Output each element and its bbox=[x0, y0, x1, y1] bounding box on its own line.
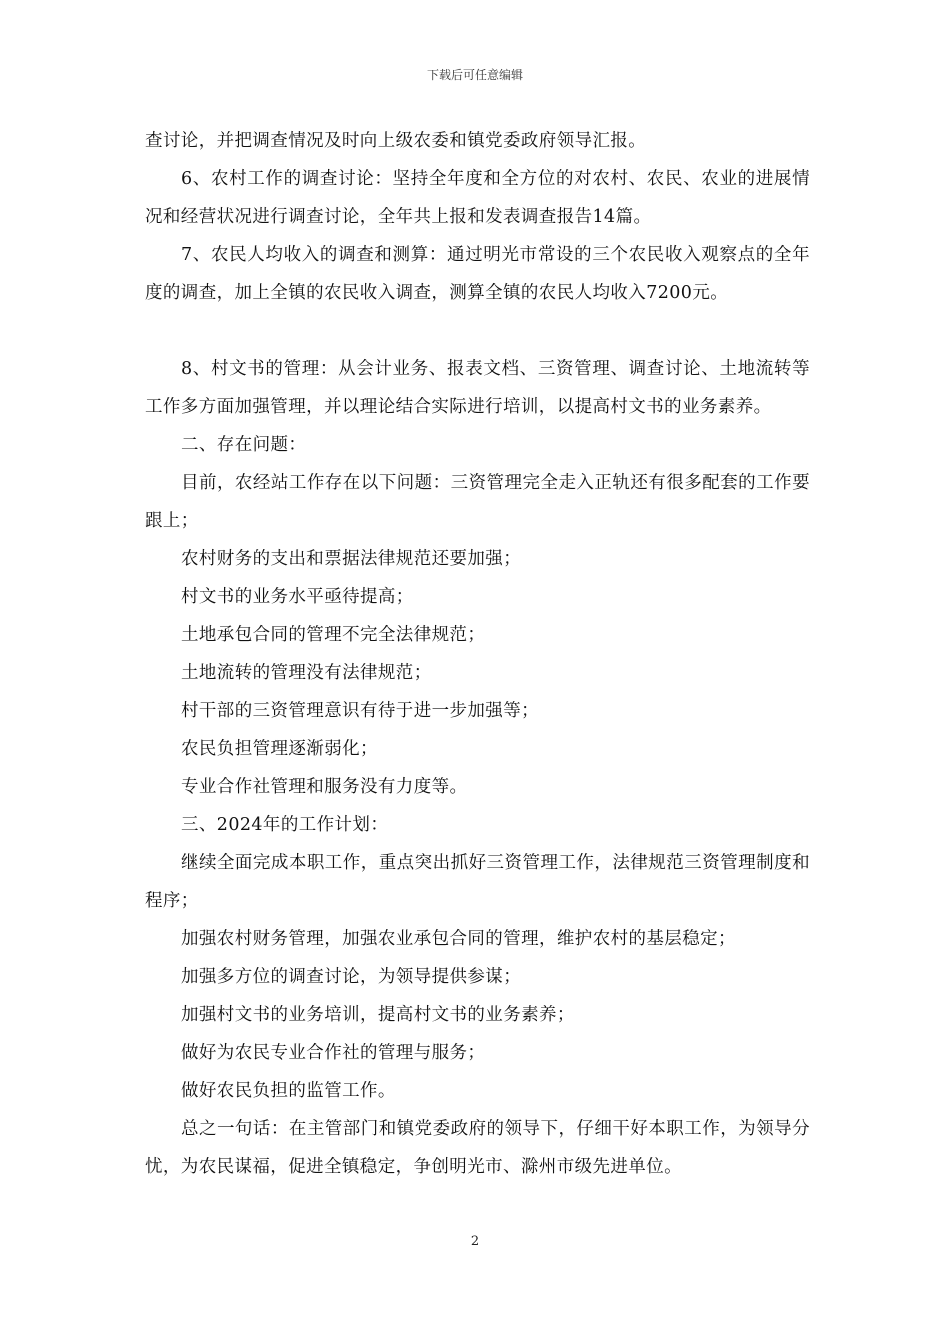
paragraph-item-6: 6、农村工作的调查讨论：坚持全年度和全方位的对农村、农民、农业的进展情况和经营状况进行调查讨论，全年共上报和发表调查报告14篇。 bbox=[145, 169, 810, 227]
problem-item: 土地流转的管理没有法律规范； bbox=[181, 663, 432, 683]
paragraph-continuation: 查讨论，并把调查情况及时向上级农委和镇党委政府领导汇报。 bbox=[145, 131, 647, 151]
plan-item: 加强村文书的业务培训，提高村文书的业务素养； bbox=[181, 1005, 575, 1025]
plan-item: 加强多方位的调查讨论，为领导提供参谋； bbox=[181, 967, 522, 987]
paragraph-problems-intro: 目前，农经站工作存在以下问题：三资管理完全走入正轨还有很多配套的工作要跟上； bbox=[145, 473, 810, 531]
problem-item: 专业合作社管理和服务没有力度等。 bbox=[181, 777, 468, 797]
page-number: 2 bbox=[470, 1234, 480, 1249]
page-header: 下载后可任意编辑 bbox=[426, 68, 523, 82]
problem-item: 土地承包合同的管理不完全法律规范； bbox=[181, 625, 486, 645]
problem-item: 村干部的三资管理意识有待于进一步加强等； bbox=[181, 701, 539, 721]
section-heading-plan: 三、2024年的工作计划： bbox=[181, 815, 389, 835]
section-heading-problems: 二、存在问题： bbox=[181, 435, 307, 455]
paragraph-item-8: 8、村文书的管理：从会计业务、报表文档、三资管理、调查讨论、土地流转等工作多方面加强管理，并以理论结合实际进行培训，以提高村文书的业务素养。 bbox=[145, 359, 810, 417]
problem-item: 农村财务的支出和票据法律规范还要加强； bbox=[181, 549, 522, 569]
plan-item: 做好农民负担的监管工作。 bbox=[181, 1081, 396, 1101]
plan-item: 加强农村财务管理，加强农业承包合同的管理，维护农村的基层稳定； bbox=[181, 929, 736, 949]
paragraph-item-7: 7、农民人均收入的调查和测算：通过明光市常设的三个农民收入观察点的全年度的调查，加上全镇的农民收入调查，测算全镇的农民人均收入7200元。 bbox=[145, 245, 810, 303]
problem-item: 村文书的业务水平亟待提高； bbox=[181, 587, 414, 607]
problem-item: 农民负担管理逐渐弱化； bbox=[181, 739, 378, 759]
plan-item: 做好为农民专业合作社的管理与服务； bbox=[181, 1043, 486, 1063]
paragraph-conclusion: 总之一句话：在主管部门和镇党委政府的领导下，仔细干好本职工作，为领导分忧，为农民谋福，促进全镇稳定，争创明光市、滁州市级先进单位。 bbox=[145, 1119, 810, 1177]
blank-line bbox=[145, 312, 810, 350]
plan-item: 继续全面完成本职工作，重点突出抓好三资管理工作，法律规范三资管理制度和程序； bbox=[145, 853, 810, 911]
document-body bbox=[145, 122, 810, 1186]
